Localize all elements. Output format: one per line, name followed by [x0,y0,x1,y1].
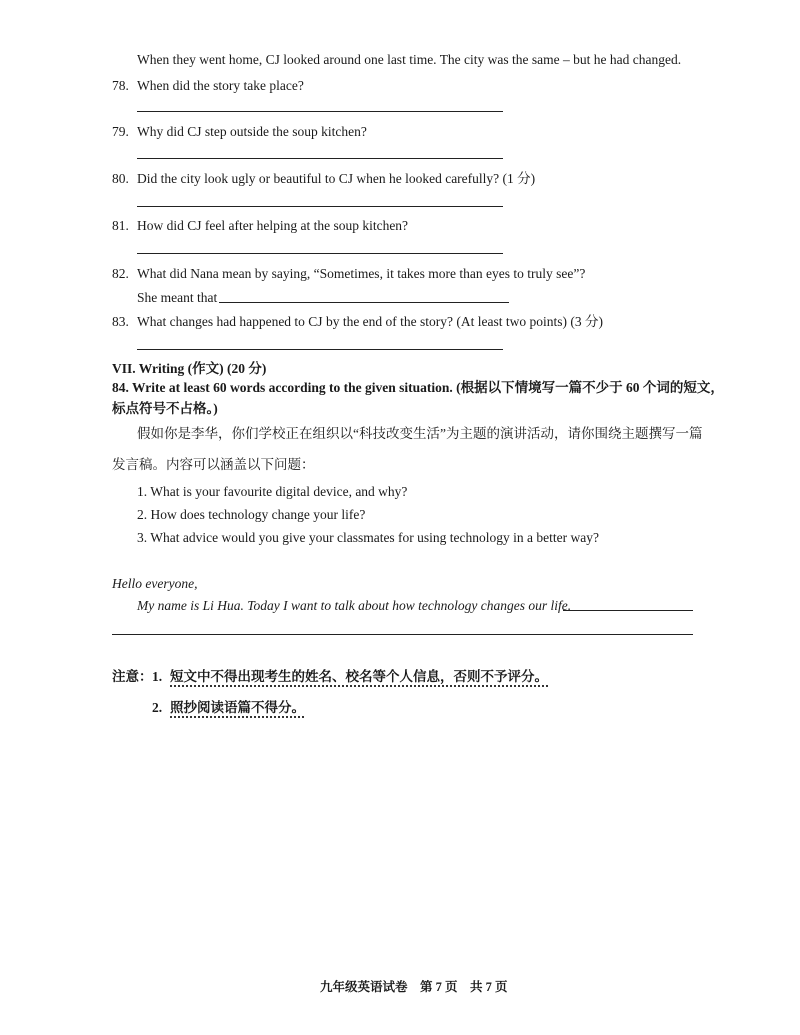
answer-line[interactable] [137,158,503,159]
question-number: 81. [112,218,129,233]
answer-line[interactable] [137,206,503,207]
prompt-point-2: 2. How does technology change your life? [137,507,366,522]
essay-greeting: Hello everyone, [112,576,198,591]
prompt-text: 假如你是李华，你们学校正在组织以“科技改变生活”为主题的演讲活动，请你围绕主题撰写一篇 [137,426,703,441]
question-number: 78. [112,78,129,93]
note-number: 1. [152,669,163,684]
question-81-text: How did CJ feel after helping at the soup kitchen? [137,218,409,233]
question-78-text: When did the story take place? [137,78,304,93]
prompt-point-1: 1. What is your favourite digital device, and why? [137,484,408,499]
writing-line[interactable] [563,610,693,611]
page-footer: 九年级英语试卷 第 7 页 共 7 页 [320,980,508,994]
question-number: 82. [112,266,129,281]
notes-label: 注意： [112,669,153,684]
question-79-text: Why did CJ step outside the soup kitchen? [137,124,367,139]
answer-line[interactable] [219,302,509,303]
note-2: 照抄阅读语篇不得分。 [170,700,305,715]
prompt-point-3: 3. What advice would you give your classmates for using technology in a better way? [137,530,599,545]
question-84-text: 84. Write at least 60 words according to the given situation. (根据以下情境写一篇不少于 60 个词的短文， [112,380,724,395]
answer-line[interactable] [137,253,503,254]
question-number: 79. [112,124,129,139]
note-number: 2. [152,700,163,715]
question-82-text: What did Nana mean by saying, “Sometimes, it takes more than eyes to truly see”? [137,266,586,281]
writing-line[interactable] [112,634,693,635]
question-80-text: Did the city look ugly or beautiful to CJ when he looked carefully? (1 分) [137,171,536,186]
answer-line[interactable] [137,111,503,112]
answer-prefix: She meant that [137,290,218,305]
note-1: 短文中不得出现考生的姓名、校名等个人信息，否则不予评分。 [170,669,548,684]
question-number: 83. [112,314,129,329]
prompt-text-cont: 发言稿。内容可以涵盖以下问题： [112,457,315,472]
question-84-text-cont: 标点符号不占格。) [112,401,218,416]
essay-opening: My name is Li Hua. Today I want to talk about how technology changes our life. [137,598,572,613]
section-heading: VII. Writing (作文) (20 分) [112,361,267,376]
question-number: 80. [112,171,129,186]
answer-line[interactable] [137,349,503,350]
question-83-text: What changes had happened to CJ by the end of the story? (At least two points) (3 分) [137,314,604,329]
story-last-line: When they went home, CJ looked around one last time. The city was the same – but he had changed. [137,52,682,67]
